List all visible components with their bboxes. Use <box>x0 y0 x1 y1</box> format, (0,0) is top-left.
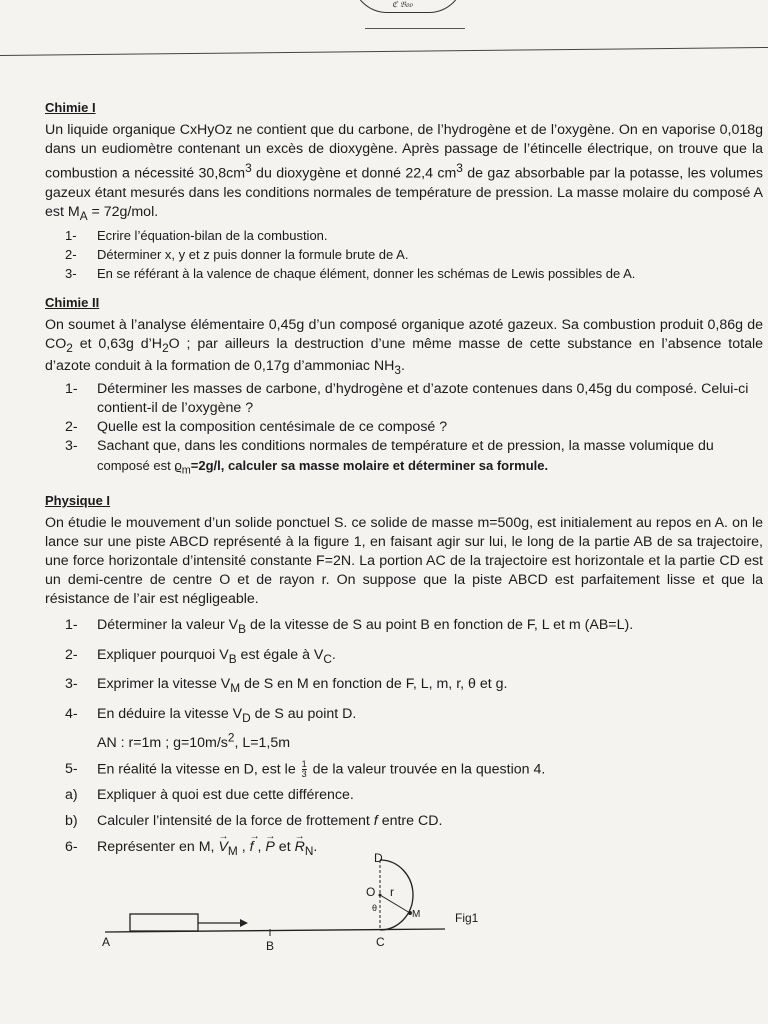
header-divider <box>0 47 768 56</box>
section-physique-1 <box>45 491 763 861</box>
semicircle-track <box>380 860 413 930</box>
label-r: r <box>390 885 394 899</box>
center-o <box>379 894 382 897</box>
section-title-physique-1: Physique I <box>45 492 111 508</box>
force-arrow-head <box>240 919 248 927</box>
physique-question-4-an: AN : r=1m ; $g=10m/s^2$, L=1,5m <box>97 730 291 751</box>
physique-question-2: 2- Expliquer pourquoi $V_B$ est égale à $V_C$. <box>65 646 336 666</box>
figure-caption: Fig1 <box>455 911 479 925</box>
chimie-1-intro: Un liquide organique CxHyOz ne contient que du carbone, de l’hydrogène et de l’oxygène. On en vaporise 0,018g dans un eudiomètre contenant un excès de dioxygène. Après passage de l’étincelle électrique, on trouve que la combustion a nécessité $30,8cm^3$ du dioxygène et donné 22,4 $cm^3$ de gaz absorbable par la potasse, les volumes gazeux étant mesurés dans les conditions normales de température de pression. La masse molaire du composé A est $M_A = 72g/mol$. <box>45 122 763 223</box>
physique-question-6: 6- Représenter en M, → $V_M$ , → f , → P et → $R_N$. <box>45 838 763 861</box>
label-d: D <box>374 851 383 865</box>
physique-1-intro: On étudie le mouvement d’un solide ponctuel S. ce solide de masse m=500g, est initialement au repos en A. on le lance sur une piste ABCD représenté à la figure 1, en faisant agir sur lui, le long de la partie AB de sa trajectoire, une force horizontale d’intensité constante F=2N. La portion AC de la trajectoire est horizontale et la partie CD est un demi-centre de centre O et de rayon r. On suppose que la piste ABCD est parfaitement lisse et que la résistance de l’air est négligeable. <box>45 514 763 607</box>
fraction-one-third: $\frac{1}{3}$ <box>301 758 307 779</box>
section-chimie-2 <box>45 293 763 481</box>
section-title-chimie-1: Chimie I <box>45 100 96 115</box>
chimie-1-question-3: 3- En se référant à la valence de chaque élément, donner les schémas de Lewis possibles de A. <box>65 265 636 281</box>
chimie-1-question-1: 1- Ecrire l’équation-bilan de la combustion. <box>65 227 328 243</box>
physique-question-1: 1- Déterminer la valeur $V_B$ de la vitesse de S au point B en fonction de F, L et m (AB=L). <box>65 616 634 636</box>
track-diagram <box>90 845 510 965</box>
section-title-chimie-2: Chimie II <box>45 294 100 310</box>
figure-1 <box>90 845 510 965</box>
label-c: C <box>376 935 385 949</box>
radius-om <box>380 895 410 913</box>
physique-question-5: 5- En réalité la vitesse en D, est le $\frac{1}{3}$ de la valeur trouvée en la question 4. <box>65 758 546 779</box>
physique-question-5b: b) Calculer l’intensité de la force de frottement f entre CD. <box>65 813 443 830</box>
physique-question-3: 3- Exprimer la vitesse $V_M$ de S en M en fonction de F, L, m, r, θ et g. <box>65 676 508 696</box>
chimie-2-intro: On soumet à l’analyse élémentaire 0,45g d’un composé organique azoté gazeux. Sa combustion produit 0,86g de $CO_2$ et 0,63g $d’H_2O$ ; par ailleurs la destruction d’une même masse de cette substance en l’absence totale d’azote conduit à la formation de 0,17g d’ammoniac $NH_3$. <box>45 316 763 378</box>
chimie-1-question-2: 2- Déterminer x, y et z puis donner la formule brute de A. <box>65 246 409 262</box>
label-m: M <box>412 909 421 920</box>
chimie-2-question-2: 2- Quelle est la composition centésimale de ce composé ? <box>65 419 448 436</box>
exam-content <box>45 98 763 871</box>
physique-question-5a: a) Expliquer à quoi est due cette différence. <box>65 787 354 804</box>
label-a: A <box>102 935 111 949</box>
header-rule <box>365 28 465 29</box>
label-b: B <box>266 939 275 953</box>
physique-question-4: 4- En déduire la vitesse $V_D$ de S au point D. AN : r=1m ; $g=10m/s^2$, L=1,5m <box>65 706 357 751</box>
chimie-2-question-3: 3- Sachant que, dans les conditions normales de température et de pression, la masse volumique du composé est $ϱ_m=2g/l$, calculer sa masse molaire et déterminer sa formule. <box>65 438 714 477</box>
section-chimie-1 <box>45 98 763 283</box>
label-o: O <box>366 885 376 899</box>
chimie-2-question-1: 1- Déterminer les masses de carbone, d’hydrogène et d’azote contenues dans 0,45g du composé. Celui-ci contient-il de l’oxygène ? <box>65 381 749 417</box>
seal-text: ℭ 𝔅𝔬𝔬 <box>392 0 413 9</box>
solid-block <box>130 914 198 931</box>
label-theta: θ <box>372 903 378 913</box>
